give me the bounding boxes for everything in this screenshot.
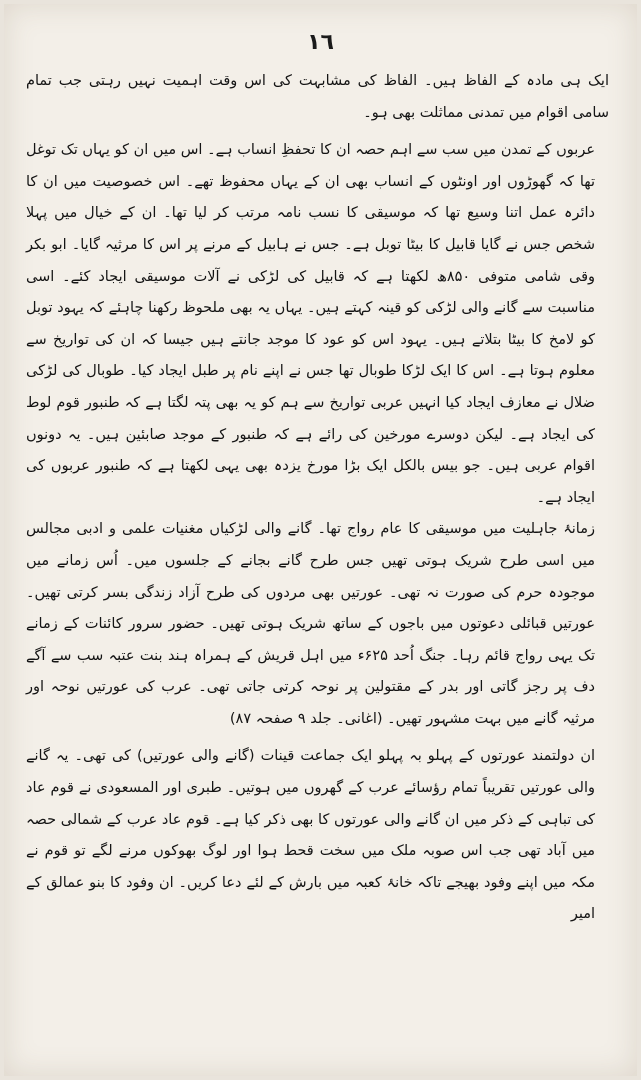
paragraph-3: زمانۂ جاہلیت میں موسیقی کا عام رواج تھا۔ گانے والی لڑکیاں مغنیات علمی و ادبی مجالس میں اسی طرح شریک ہوتی تھیں جس طرح گانے بجانے کے جلسوں میں۔ اُس زمانے میں موجودہ حرم کی صورت نہ تھی۔ عورتیں بھی مردوں کی طرح آزاد زندگی بسر کرتی تھیں۔ عورتیں قبائلی دعوتوں میں باجوں کے ساتھ شریک ہوتی تھیں۔ حضور سرور کائنات کے زمانے تک یہی رواج قائم رہا۔ جنگ اُحد ۶۲۵ء میں اہل قریش کے ہمراہ ہند بنت عتبہ سب سے آگے دف پر رجز گاتی اور بدر کے مقتولین پر نوحہ کرتی جاتی تھی۔ عرب کی عورتیں نوحہ اور مرثیہ گانے میں بہت مشہور تھیں۔ (اغانی۔ جلد ۹ صفحہ ۸۷)	[26, 521, 596, 727]
paragraph-4: ان دولتمند عورتوں کے پہلو بہ پہلو ایک جماعت قینات (گانے والی عورتیں) کی تھی۔ یہ گانے والی عورتیں تقریباً تمام رؤسائے عرب کے گھروں میں ہوتیں۔ طبری اور المسعودی نے قوم عاد کی تباہی کے ذکر میں ان گانے والی عورتوں کا بھی ذکر کیا ہے۔ قوم عاد عرب کے شمالی حصہ میں آباد تھی جب اس صوبہ ملک میں سخت قحط ہوا اور لوگ بھوکوں مرنے لگے تو قوم نے مکہ میں اپنے وفود بھیجے تاکہ خانۂ کعبہ میں بارش کے لئے دعا کریں۔ ان وفود کا بنو عمالق کے امیر	[26, 748, 595, 923]
page-number: ١٦	[307, 30, 334, 55]
paragraph-1: ایک ہی مادہ کے الفاظ ہیں۔ الفاظ کی مشابہت کی اس وقت اہمیت نہیں رہتی جب تمام سامی اقوام میں تمدنی مماثلت بھی ہو۔	[26, 73, 609, 121]
page-body-text	[26, 66, 609, 1048]
paragraph-2: عربوں کے تمدن میں سب سے اہم حصہ ان کا تحفظِ انساب ہے۔ اس میں ان کو یہاں تک توغل تھا کہ گھوڑوں اور اونٹوں کے انساب بھی ان کے یہاں محفوظ تھے۔ اس خصوصیت میں ان کا دائرہ عمل اتنا وسیع تھا کہ موسیقی کا نسب نامہ مرتب کر لیا تھا۔ ان کے خیال میں پہلا شخص جس نے گایا قابیل کا بیٹا توبل ہے۔ جس نے ہابیل کے مرنے پر اس کا مرثیہ گایا۔ ابو بکر وقی شامی متوفی ۸۵۰ھ لکھتا ہے کہ قابیل کی لڑکی نے آلات موسیقی ایجاد کئے۔ اسی مناسبت سے گانے والی لڑکی کو قینہ کہتے ہیں۔ یہاں یہ بھی ملحوظ رکھنا چاہئے کہ یہود توبل کو لامخ کا بیٹا بتلاتے ہیں۔ یہود اس کو عود کا موجد جانتے ہیں جیسا کہ ان کی تواریخ سے معلوم ہوتا ہے۔ اس کا ایک لڑکا طوبال تھا جس نے اپنے نام پر طبل ایجاد کیا۔ طوبال کی لڑکی ضلال نے معازف ایجاد کیا انہیں عربی تواریخ سے ہم کو یہ بھی پتہ لگتا ہے کہ طنبور قوم لوط کی ایجاد ہے۔ لیکن دوسرے مورخین کی رائے ہے کہ طنبور کے موجد صابئین ہیں۔ یہ دونوں اقوام عربی ہیں۔ جو بیس بالکل ایک بڑا مورخ یزدہ بھی یہی لکھتا ہے کہ طنبور عربوں کی ایجاد ہے۔	[26, 142, 595, 506]
book-page	[4, 4, 637, 1076]
